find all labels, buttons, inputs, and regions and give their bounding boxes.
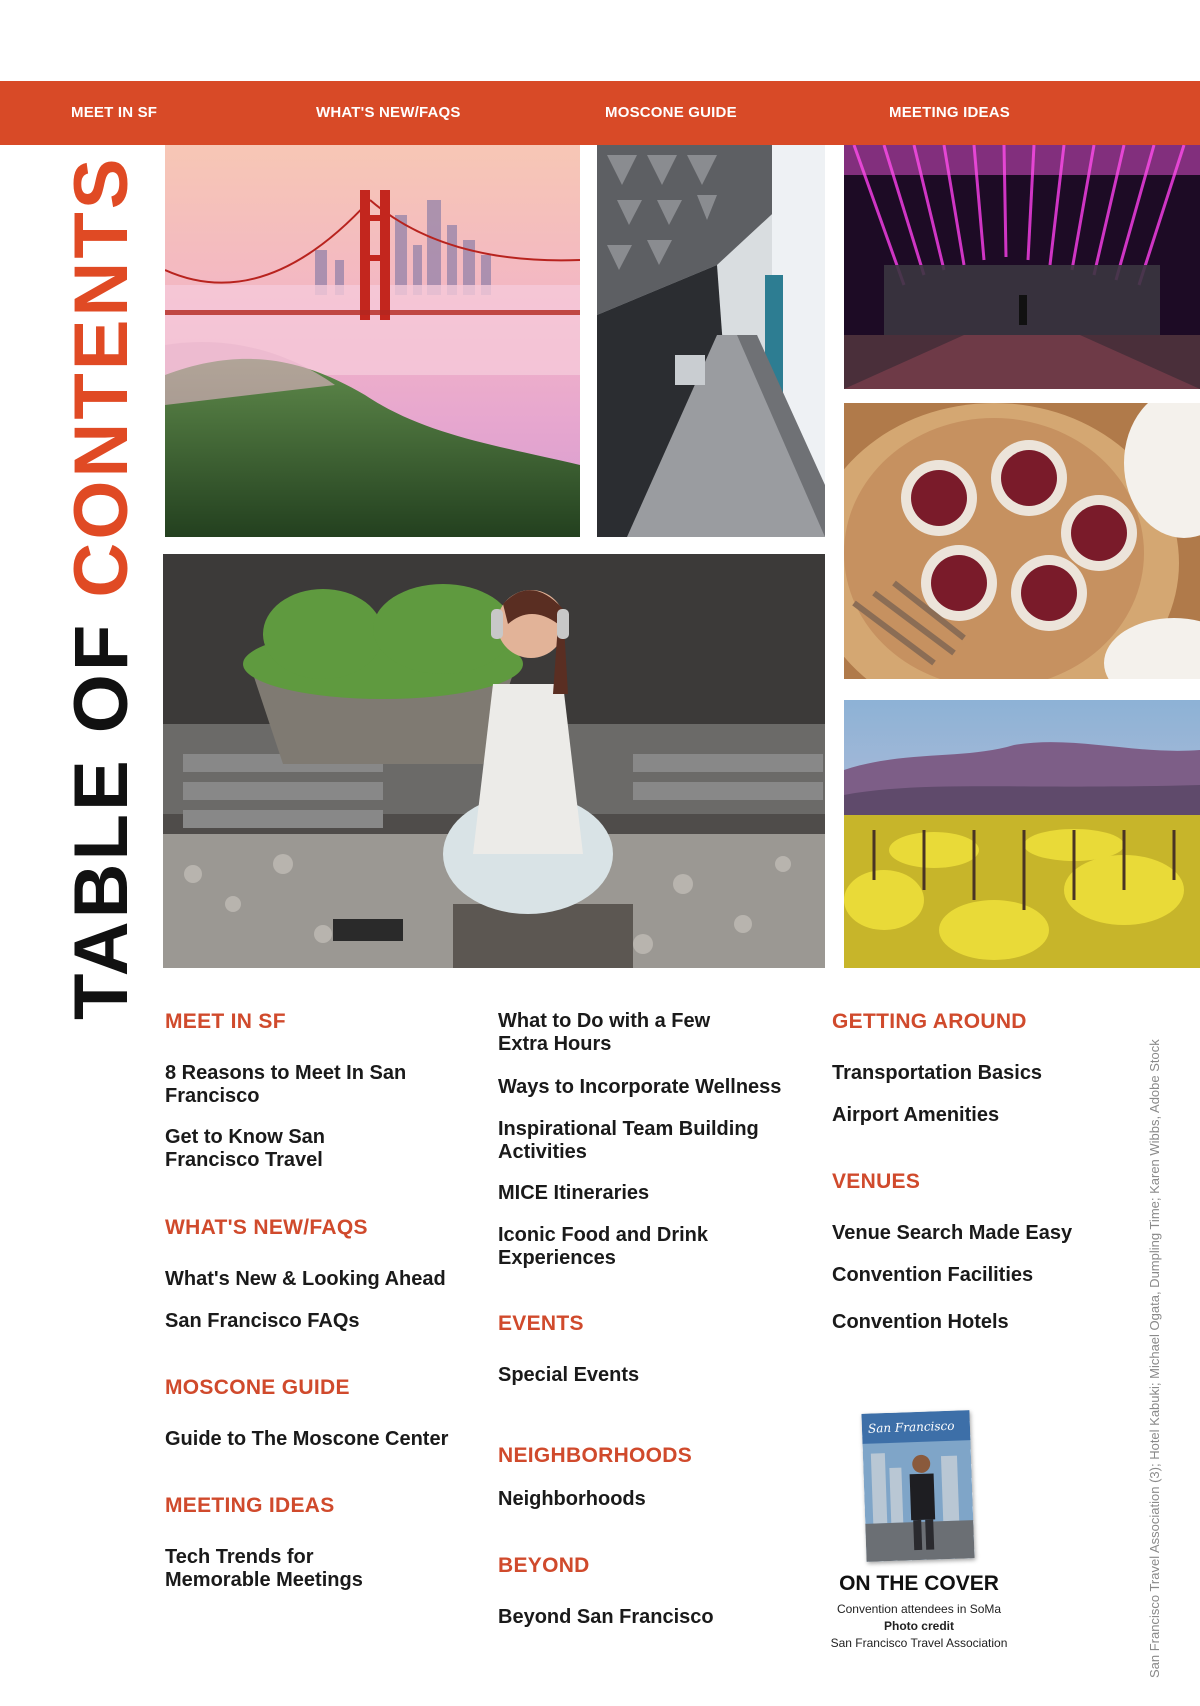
nav-link-meet-in-sf[interactable]: MEET IN SF bbox=[71, 104, 158, 121]
page-title-part1: TABLE OF bbox=[59, 597, 144, 1020]
toc-item-special-events[interactable]: Special Events bbox=[498, 1364, 640, 1386]
toc-item-sf-faqs[interactable]: San Francisco FAQs bbox=[165, 1310, 360, 1332]
cover-caption: Convention attendees in SoMa bbox=[836, 1602, 1002, 1616]
moscone-terrace-illustration bbox=[597, 145, 825, 537]
nav-link-meeting-ideas[interactable]: MEETING IDEAS bbox=[889, 104, 1010, 121]
toc-item-team-building[interactable]: Inspirational Team Building Activities bbox=[498, 1118, 759, 1163]
toc-item-mice-itineraries[interactable]: MICE Itineraries bbox=[498, 1182, 650, 1204]
toc-item-whats-new[interactable]: What's New & Looking Ahead bbox=[165, 1268, 446, 1290]
page-title-part2: CONTENTS bbox=[59, 155, 144, 598]
meditation-illustration bbox=[163, 554, 825, 968]
photo-dumplings bbox=[844, 403, 1200, 679]
section-heading-whats-new: WHAT'S NEW/FAQS bbox=[165, 1216, 368, 1239]
toc-item-transportation[interactable]: Transportation Basics bbox=[832, 1062, 1043, 1084]
nav-link-whats-new-faqs[interactable]: WHAT'S NEW/FAQS bbox=[316, 104, 461, 121]
cover-thumbnail[interactable] bbox=[861, 1410, 974, 1562]
toc-item-neighborhoods[interactable]: Neighborhoods bbox=[498, 1488, 646, 1510]
toc-item-few-extra-hours[interactable]: What to Do with a Few Extra Hours bbox=[498, 1010, 711, 1055]
photo-meditation bbox=[163, 554, 825, 968]
golden-gate-bridge-illustration bbox=[165, 145, 580, 537]
toc-item-food-drink[interactable]: Iconic Food and Drink Experiences bbox=[498, 1224, 709, 1269]
cover-credit-label: Photo credit bbox=[883, 1619, 954, 1633]
cover-thumbnail-logo: San Francisco bbox=[867, 1418, 955, 1436]
toc-item-8-reasons[interactable]: 8 Reasons to Meet In San Francisco bbox=[165, 1062, 407, 1107]
section-heading-events: EVENTS bbox=[498, 1312, 584, 1335]
photo-credits: San Francisco Travel Association (3); Hotel Kabuki; Michael Ogata, Dumpling Time; Karen Wibbs, Adobe Stock bbox=[1147, 1039, 1162, 1678]
toc-item-convention-hotels[interactable]: Convention Hotels bbox=[832, 1311, 1009, 1333]
toc-item-guide-moscone[interactable]: Guide to The Moscone Center bbox=[165, 1428, 449, 1450]
toc-item-tech-trends[interactable]: Tech Trends for Memorable Meetings bbox=[165, 1546, 363, 1591]
cover-credit: San Francisco Travel Association bbox=[830, 1636, 1008, 1650]
section-heading-neighborhoods: NEIGHBORHOODS bbox=[498, 1444, 693, 1467]
cover-heading: ON THE COVER bbox=[839, 1572, 999, 1595]
vineyard-illustration bbox=[844, 700, 1200, 968]
section-heading-meet-in-sf: MEET IN SF bbox=[165, 1010, 286, 1033]
nav-link-moscone-guide[interactable]: MOSCONE GUIDE bbox=[605, 104, 737, 121]
section-heading-meeting-ideas: MEETING IDEAS bbox=[165, 1494, 335, 1517]
photo-vineyard bbox=[844, 700, 1200, 968]
toc-item-wellness[interactable]: Ways to Incorporate Wellness bbox=[498, 1076, 782, 1098]
toc-item-venue-search[interactable]: Venue Search Made Easy bbox=[832, 1222, 1073, 1244]
section-heading-getting-around: GETTING AROUND bbox=[832, 1010, 1027, 1033]
section-heading-beyond: BEYOND bbox=[498, 1554, 590, 1577]
top-nav-bar bbox=[0, 81, 1200, 145]
toc-item-convention-facilities[interactable]: Convention Facilities bbox=[832, 1264, 1034, 1286]
section-heading-moscone-guide: MOSCONE GUIDE bbox=[165, 1376, 350, 1399]
section-heading-venues: VENUES bbox=[832, 1170, 921, 1193]
toc-item-beyond-sf[interactable]: Beyond San Francisco bbox=[498, 1606, 714, 1628]
photo-led-tunnel bbox=[844, 145, 1200, 389]
photo-moscone-terrace bbox=[597, 145, 825, 537]
dumplings-illustration bbox=[844, 403, 1200, 679]
photo-golden-gate-bridge bbox=[165, 145, 580, 537]
toc-item-airport[interactable]: Airport Amenities bbox=[832, 1104, 1000, 1126]
toc-item-get-to-know[interactable]: Get to Know San Francisco Travel bbox=[165, 1126, 325, 1171]
led-tunnel-illustration bbox=[844, 145, 1200, 389]
page-title bbox=[59, 155, 144, 1020]
